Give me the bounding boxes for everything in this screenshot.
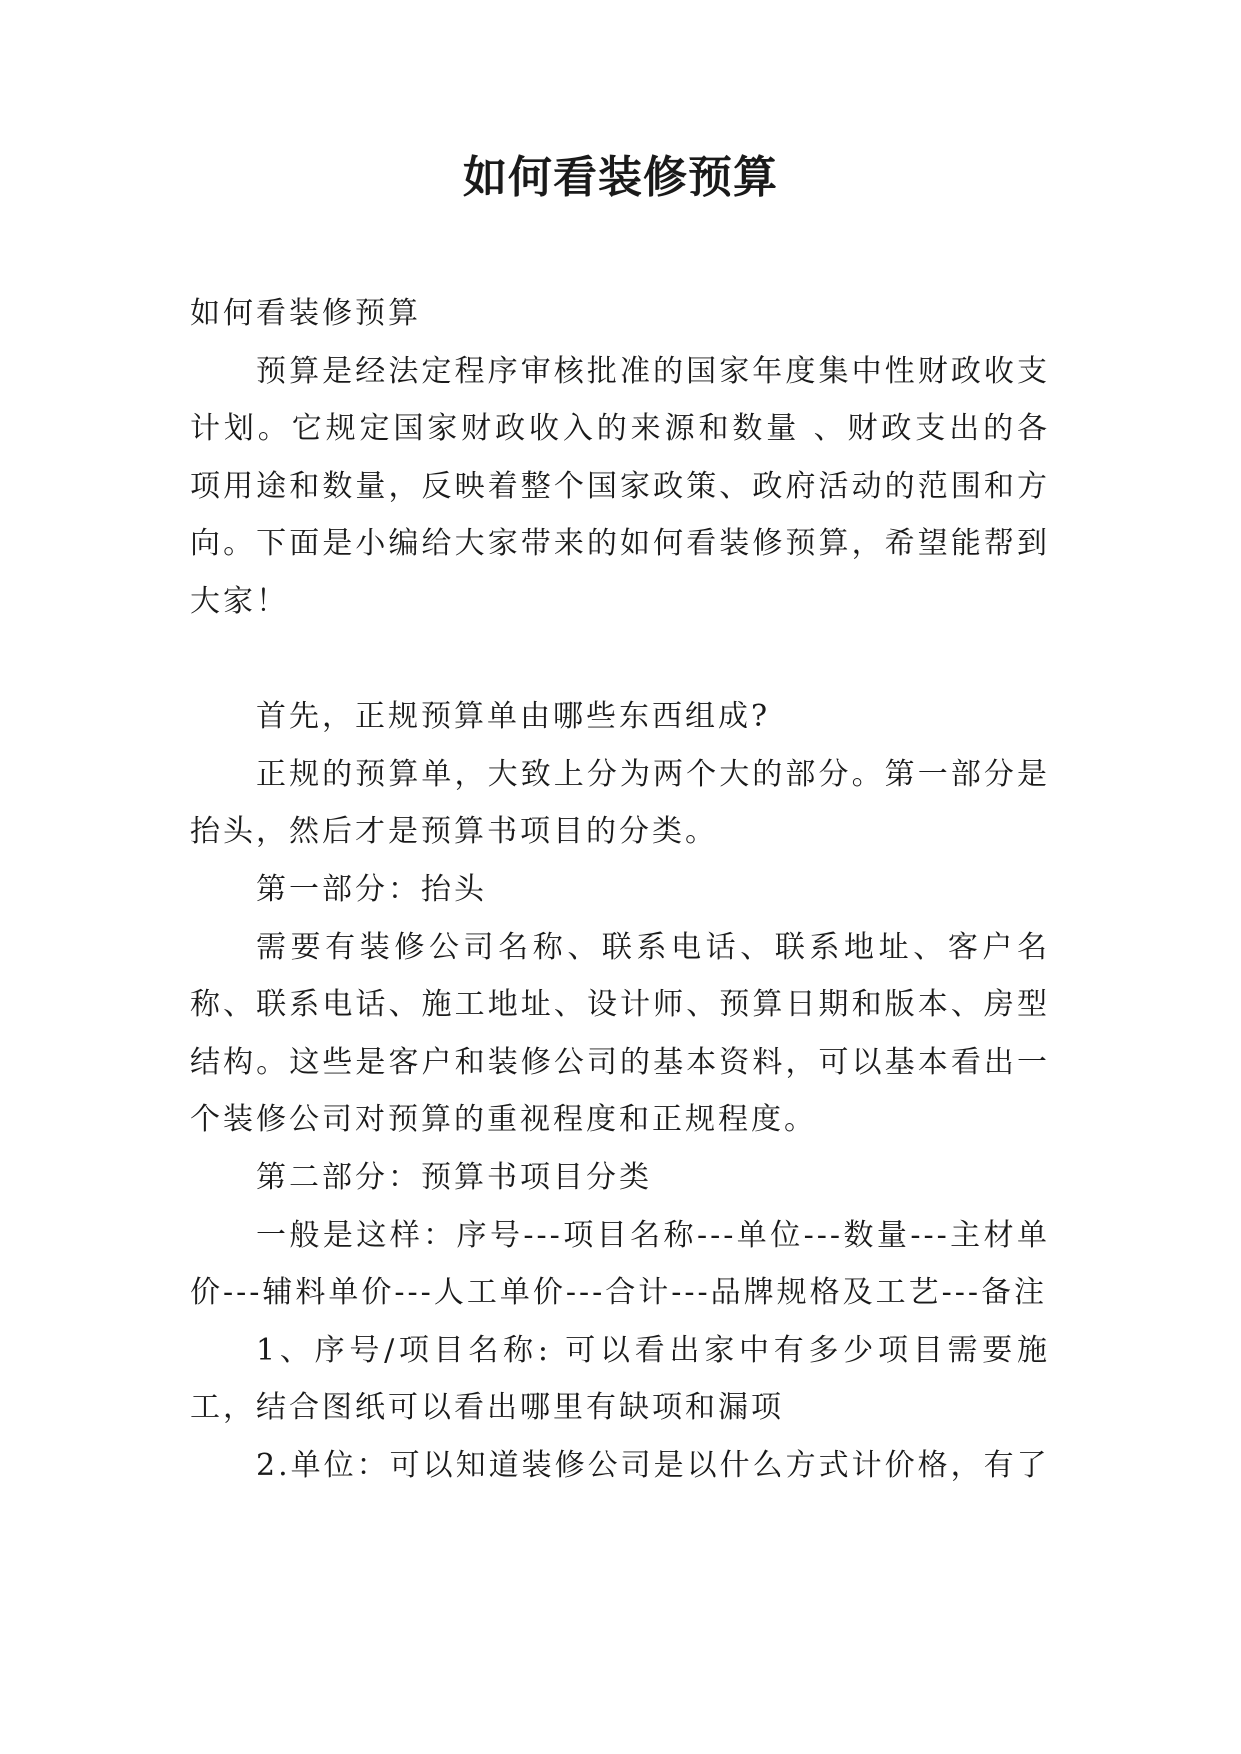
- paragraph-intro: 预算是经法定程序审核批准的国家年度集中性财政收支计划。它规定国家财政收入的来源和数量 、财政支出的各项用途和数量，反映着整个国家政策、政府活动的范围和方向。下面是小编给大家带来的如何看装修预算，希望能帮到大家！: [190, 353, 1050, 619]
- document-body: [190, 285, 1050, 1494]
- paragraph-spacer: [190, 631, 1050, 689]
- list-item-1: 1、序号/项目名称: 可以看出家中有多少项目需要施工，结合图纸可以看出哪里有缺项和漏项: [190, 1332, 1050, 1426]
- paragraph-subtitle: 如何看装修预算: [190, 296, 421, 331]
- list-item-2: 2.单位：可以知道装修公司是以什么方式计价格，有了: [256, 1447, 1050, 1483]
- paragraph-columns: 一般是这样：序号---项目名称---单位---数量---主材单价---辅料单价---人工单价---合计---品牌规格及工艺---备注: [190, 1217, 1050, 1311]
- document-title: 如何看装修预算: [463, 152, 778, 203]
- paragraph-part-one: 需要有装修公司名称、联系电话、联系地址、客户名称、联系电话、施工地址、设计师、预算日期和版本、房型结构。这些是客户和装修公司的基本资料，可以基本看出一个装修公司对预算的重视程度和正规程度。: [190, 929, 1050, 1138]
- paragraph-question: 首先，正规预算单由哪些东西组成?: [256, 699, 771, 735]
- paragraph-overview: 正规的预算单，大致上分为两个大的部分。第一部分是抬头，然后才是预算书项目的分类。: [190, 756, 1050, 850]
- section-heading-part-one: 第一部分：抬头: [256, 871, 487, 907]
- section-heading-part-two: 第二部分：预算书项目分类: [256, 1159, 652, 1195]
